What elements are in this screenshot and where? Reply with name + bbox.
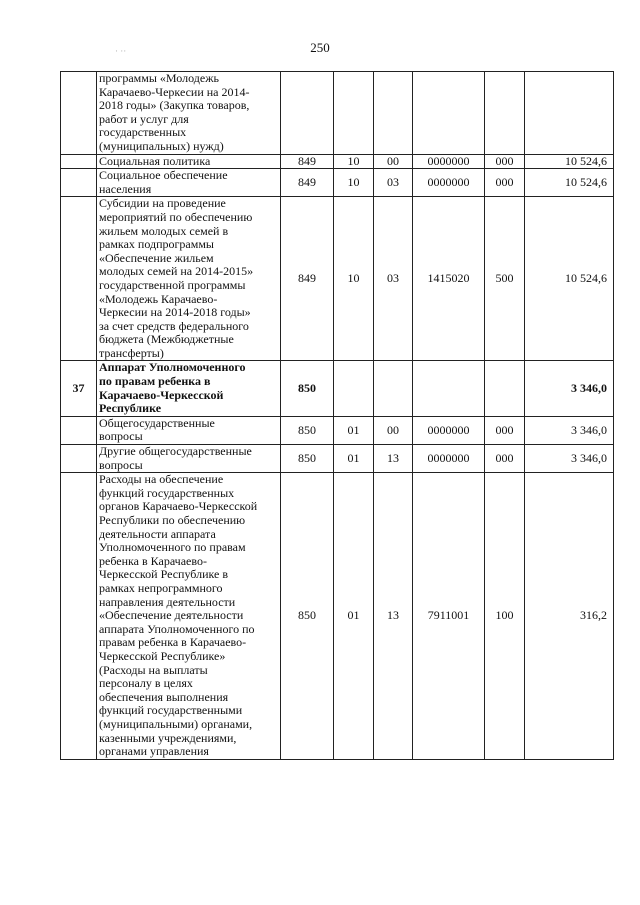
expense-type-code-cell bbox=[485, 72, 525, 155]
section-code-cell: 10 bbox=[334, 169, 374, 197]
target-article-code-cell: 0000000 bbox=[413, 445, 485, 473]
page-number: 250 bbox=[310, 40, 330, 55]
amount-cell: 10 524,6 bbox=[525, 197, 614, 361]
item-name-cell: Расходы на обеспечение функций государственных органов Карачаево-Черкесской Республики по обеспечению деятельности аппарата Уполномоченного по правам ребенка в Карачаево- Черкесской Республике в рамках непрограммного направления деятельности «Обеспечение деятельности аппарата Уполномоченного по правам ребенка в Карачаево- Черкесской Республике» (Расходы на выплаты персоналу в целях обеспечения выполнения функций государственными (муниципальными) органами, казенными учреждениями, органами управления bbox=[97, 473, 281, 759]
expense-type-code-cell: 000 bbox=[485, 416, 525, 444]
item-name-cell: Другие общегосударственные вопросы bbox=[97, 445, 281, 473]
ministry-code-cell: 849 bbox=[281, 197, 334, 361]
expense-type-code-cell bbox=[485, 361, 525, 416]
ministry-code-cell: 849 bbox=[281, 169, 334, 197]
subsection-code-cell bbox=[374, 72, 413, 155]
table-row bbox=[61, 445, 614, 473]
subsection-code-cell: 00 bbox=[374, 416, 413, 444]
amount-cell: 3 346,0 bbox=[525, 445, 614, 473]
table-row bbox=[61, 197, 614, 361]
item-name-cell: Социальное обеспечение населения bbox=[97, 169, 281, 197]
amount-cell: 3 346,0 bbox=[525, 416, 614, 444]
ministry-code-cell: 850 bbox=[281, 361, 334, 416]
row-number-cell bbox=[61, 197, 97, 361]
table-row bbox=[61, 169, 614, 197]
row-number-cell bbox=[61, 445, 97, 473]
target-article-code-cell bbox=[413, 72, 485, 155]
row-number-cell bbox=[61, 154, 97, 169]
section-code-cell bbox=[334, 72, 374, 155]
subsection-code-cell: 03 bbox=[374, 169, 413, 197]
item-name-cell: Общегосударственные вопросы bbox=[97, 416, 281, 444]
expense-type-code-cell: 000 bbox=[485, 169, 525, 197]
target-article-code-cell: 1415020 bbox=[413, 197, 485, 361]
expense-type-code-cell: 000 bbox=[485, 154, 525, 169]
amount-cell: 10 524,6 bbox=[525, 169, 614, 197]
table-row bbox=[61, 416, 614, 444]
subsection-code-cell bbox=[374, 361, 413, 416]
target-article-code-cell: 0000000 bbox=[413, 154, 485, 169]
section-code-cell bbox=[334, 361, 374, 416]
amount-cell: 3 346,0 bbox=[525, 361, 614, 416]
table-row bbox=[61, 361, 614, 416]
subsection-code-cell: 13 bbox=[374, 473, 413, 759]
section-code-cell: 10 bbox=[334, 197, 374, 361]
row-number-cell bbox=[61, 473, 97, 759]
ministry-code-cell: 850 bbox=[281, 473, 334, 759]
row-number-cell bbox=[61, 169, 97, 197]
ministry-code-cell: 849 bbox=[281, 154, 334, 169]
row-number-cell bbox=[61, 72, 97, 155]
expense-type-code-cell: 500 bbox=[485, 197, 525, 361]
subsection-code-cell: 00 bbox=[374, 154, 413, 169]
section-code-cell: 10 bbox=[334, 154, 374, 169]
expense-type-code-cell: 000 bbox=[485, 445, 525, 473]
item-name-cell: Субсидии на проведение мероприятий по обеспечению жильем молодых семей в рамках подпрограммы «Обеспечение жильем молодых семей на 2014-2015» государственной программы «Молодежь Карачаево- Черкесии на 2014-2018 годы» за счет средств федерального бюджета (Межбюджетные трансферты) bbox=[97, 197, 281, 361]
item-name-cell: Аппарат Уполномоченного по правам ребенка в Карачаево-Черкесской Республике bbox=[97, 361, 281, 416]
scan-speck: · ·· bbox=[115, 46, 127, 56]
item-name-cell: программы «Молодежь Карачаево-Черкесии на 2014- 2018 годы» (Закупка товаров, работ и услуг для государственных (муниципальных) нужд) bbox=[97, 72, 281, 155]
table-row bbox=[61, 473, 614, 759]
table-row bbox=[61, 72, 614, 155]
table-row bbox=[61, 154, 614, 169]
row-number-cell: 37 bbox=[61, 361, 97, 416]
subsection-code-cell: 03 bbox=[374, 197, 413, 361]
amount-cell bbox=[525, 72, 614, 155]
expense-type-code-cell: 100 bbox=[485, 473, 525, 759]
row-number-cell bbox=[61, 416, 97, 444]
section-code-cell: 01 bbox=[334, 473, 374, 759]
ministry-code-cell: 850 bbox=[281, 445, 334, 473]
budget-table bbox=[60, 71, 614, 760]
target-article-code-cell: 0000000 bbox=[413, 169, 485, 197]
section-code-cell: 01 bbox=[334, 416, 374, 444]
ministry-code-cell bbox=[281, 72, 334, 155]
ministry-code-cell: 850 bbox=[281, 416, 334, 444]
item-name-cell: Социальная политика bbox=[97, 154, 281, 169]
section-code-cell: 01 bbox=[334, 445, 374, 473]
table-body bbox=[61, 72, 614, 760]
subsection-code-cell: 13 bbox=[374, 445, 413, 473]
target-article-code-cell: 0000000 bbox=[413, 416, 485, 444]
target-article-code-cell: 7911001 bbox=[413, 473, 485, 759]
target-article-code-cell bbox=[413, 361, 485, 416]
amount-cell: 316,2 bbox=[525, 473, 614, 759]
amount-cell: 10 524,6 bbox=[525, 154, 614, 169]
